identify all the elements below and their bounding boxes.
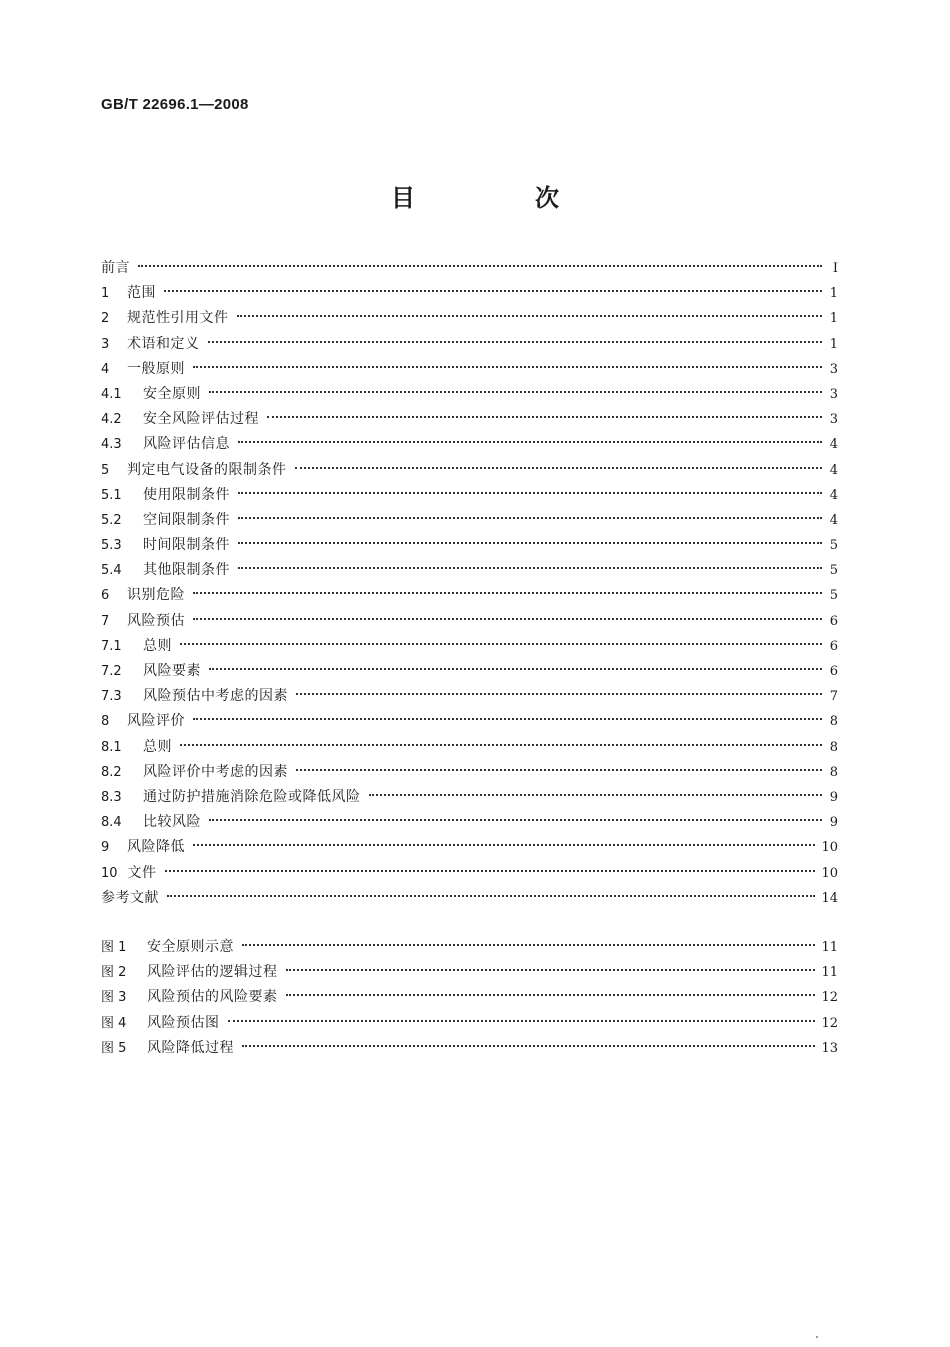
- figure-entry-page: 11: [821, 965, 838, 981]
- toc-entry[interactable]: [101, 558, 838, 583]
- toc-entry[interactable]: [101, 357, 838, 382]
- figure-entry-page: 12: [821, 1015, 838, 1031]
- toc-entry[interactable]: [101, 760, 838, 785]
- toc-entry-title: 规范性引用文件: [127, 310, 229, 327]
- dot-leader: [237, 315, 823, 317]
- toc-entry[interactable]: [101, 861, 838, 886]
- dot-leader: [193, 618, 822, 620]
- toc-entry-number: 2: [101, 311, 110, 327]
- toc-entry-number: 9: [101, 840, 110, 856]
- toc-entry-page: 6: [829, 638, 838, 654]
- toc-entry-page: 4: [829, 512, 838, 528]
- toc-entry-number: 7: [101, 613, 110, 629]
- toc-entry-page: 6: [829, 664, 838, 679]
- dot-leader: [238, 441, 822, 443]
- dot-leader: [164, 290, 822, 292]
- dot-leader: [267, 416, 822, 418]
- figure-entry-number: 图 3: [101, 990, 127, 1006]
- toc-entry-title: 风险降低: [127, 839, 185, 856]
- toc-entry-page: 4: [829, 462, 838, 478]
- toc-entry-number: 10: [101, 865, 118, 881]
- toc-entry-title: 其他限制条件: [143, 562, 230, 579]
- toc-entry-number: 4.1: [101, 386, 122, 402]
- figure-entry-number: 图 2: [101, 965, 127, 981]
- toc-entry-title: 参考文献: [101, 889, 159, 906]
- toc-entry-page: 1: [829, 286, 838, 302]
- dot-leader: [180, 643, 822, 645]
- toc-entry-number: 3: [101, 336, 110, 352]
- figure-entry[interactable]: [101, 960, 838, 985]
- toc-entry-number: 8.2: [101, 764, 122, 780]
- toc-entry-title: 文件: [127, 864, 157, 881]
- figure-entry[interactable]: [101, 985, 838, 1010]
- toc-entry[interactable]: [101, 407, 838, 432]
- toc-entry-page: 5: [829, 538, 838, 554]
- toc-entry[interactable]: [101, 483, 838, 508]
- figure-entry-page: 12: [821, 990, 838, 1006]
- toc-entry-number: 5.1: [101, 487, 122, 503]
- dot-leader: [228, 1020, 816, 1022]
- toc-entry-number: 5.2: [101, 512, 122, 528]
- toc-entry-number: 4.3: [101, 437, 122, 453]
- dot-leader: [242, 944, 815, 946]
- toc-entry-title: 空间限制条件: [143, 511, 230, 528]
- figure-entry-title: 风险预估图: [147, 1014, 220, 1031]
- dot-leader: [296, 769, 822, 771]
- toc-entry[interactable]: [101, 306, 838, 331]
- toc-entry-title: 风险预估: [127, 612, 185, 629]
- dot-leader: [238, 492, 822, 494]
- toc-entry[interactable]: [101, 382, 838, 407]
- dot-leader: [208, 341, 823, 343]
- toc-entry-number: 8.3: [101, 789, 122, 805]
- toc-entry[interactable]: [101, 508, 838, 533]
- toc-entry[interactable]: [101, 583, 838, 608]
- toc-entry-page: 5: [829, 563, 838, 579]
- figure-entry[interactable]: [101, 1036, 838, 1061]
- toc-entry[interactable]: [101, 835, 838, 860]
- toc-entry-title: 判定电气设备的限制条件: [127, 461, 287, 478]
- figure-entry-page: 11: [821, 940, 838, 955]
- toc-entry-number: 8.4: [101, 815, 122, 831]
- toc-entry[interactable]: [101, 810, 838, 835]
- toc-entry-page: 9: [829, 789, 838, 805]
- toc-entry[interactable]: [101, 709, 838, 734]
- toc-entry-title: 前言: [101, 260, 130, 276]
- toc-entry-page: 9: [829, 815, 838, 831]
- dot-leader: [238, 542, 822, 544]
- toc-entry-number: 8.1: [101, 739, 122, 755]
- toc-entry-page: 4: [829, 437, 838, 453]
- toc-entry[interactable]: [101, 458, 838, 483]
- toc-entry-page: I: [832, 261, 838, 276]
- toc-entry-page: 1: [829, 311, 838, 327]
- toc-entry-title: 风险要素: [143, 663, 201, 679]
- figure-entry-number: 图 4: [101, 1015, 127, 1031]
- figure-entry[interactable]: [101, 935, 838, 960]
- dot-leader: [238, 517, 822, 519]
- toc-entry[interactable]: [101, 735, 838, 760]
- toc-entry[interactable]: [101, 609, 838, 634]
- standard-code: GB/T 22696.1—2008: [101, 96, 249, 113]
- table-of-contents: [101, 256, 838, 911]
- toc-entry-title: 风险评价中考虑的因素: [143, 763, 288, 780]
- toc-entry-page: 8: [829, 714, 838, 730]
- toc-entry-page: 5: [829, 588, 838, 604]
- toc-entry-title: 安全风险评估过程: [143, 411, 259, 428]
- toc-entry-number: 4.2: [101, 412, 122, 428]
- dot-leader: [209, 391, 822, 393]
- dot-leader: [209, 668, 822, 670]
- toc-entry-title: 安全原则: [143, 385, 201, 402]
- toc-entry-number: 5: [101, 462, 110, 478]
- toc-entry-number: 5.4: [101, 563, 122, 579]
- toc-entry-number: 7.1: [101, 638, 122, 654]
- toc-entry-page: 1: [829, 336, 838, 352]
- toc-entry-title: 使用限制条件: [143, 486, 230, 503]
- toc-entry-number: 8: [101, 714, 110, 730]
- dot-leader: [286, 969, 816, 971]
- list-of-figures: [101, 935, 838, 1061]
- dot-leader: [209, 819, 822, 821]
- figure-entry-title: 风险降低过程: [147, 1039, 234, 1056]
- toc-title: 目 次: [391, 184, 607, 212]
- figure-entry-title: 安全原则示意: [147, 939, 234, 955]
- toc-entry-number: 4: [101, 361, 110, 377]
- dot-leader: [193, 844, 815, 846]
- toc-entry-title: 识别危险: [127, 587, 185, 604]
- dot-leader: [138, 265, 822, 267]
- toc-entry-number: 5.3: [101, 538, 122, 554]
- toc-entry-title: 术语和定义: [127, 335, 200, 352]
- toc-entry[interactable]: [101, 332, 838, 357]
- toc-entry-page: 3: [829, 386, 838, 402]
- toc-entry[interactable]: [101, 256, 838, 281]
- toc-entry-page: 10: [821, 840, 838, 856]
- toc-entry[interactable]: [101, 432, 838, 457]
- toc-entry-page: 8: [829, 764, 838, 780]
- figure-entry-number: 图 5: [101, 1040, 127, 1056]
- toc-entry-number: 1: [101, 286, 110, 302]
- toc-entry-page: 10: [821, 865, 838, 881]
- dot-leader: [296, 693, 822, 695]
- toc-entry-page: 4: [829, 487, 838, 503]
- dot-leader: [295, 467, 823, 469]
- toc-entry-page: 3: [829, 361, 838, 377]
- dot-leader: [193, 592, 822, 594]
- toc-entry-title: 风险预估中考虑的因素: [143, 688, 288, 705]
- toc-entry[interactable]: [101, 785, 838, 810]
- toc-entry-title: 风险评价: [127, 713, 185, 730]
- toc-entry[interactable]: [101, 684, 838, 709]
- toc-entry-number: 6: [101, 588, 110, 604]
- toc-entry-title: 总则: [143, 738, 172, 755]
- toc-entry-number: 7.3: [101, 689, 122, 705]
- dot-leader: [180, 744, 822, 746]
- figure-entry-page: 13: [821, 1040, 838, 1056]
- toc-entry-page: 7: [829, 689, 838, 705]
- toc-entry-title: 一般原则: [127, 360, 185, 377]
- figure-entry-number: 图 1: [101, 940, 127, 955]
- toc-entry[interactable]: [101, 659, 838, 684]
- toc-entry-title: 比较风险: [143, 814, 201, 831]
- toc-entry-title: 总则: [143, 637, 172, 654]
- figure-entry-title: 风险评估的逻辑过程: [147, 964, 278, 981]
- toc-entry-page: 6: [829, 613, 838, 629]
- toc-entry-title: 时间限制条件: [143, 537, 230, 554]
- dot-leader: [165, 870, 816, 872]
- toc-entry-number: 7.2: [101, 664, 122, 679]
- toc-entry-title: 风险评估信息: [143, 436, 230, 453]
- dot-leader: [242, 1045, 815, 1047]
- toc-entry-page: 3: [829, 412, 838, 428]
- toc-entry[interactable]: [101, 886, 838, 911]
- toc-entry-title: 通过防护措施消除危险或降低风险: [143, 788, 361, 805]
- dot-leader: [286, 994, 816, 996]
- dot-leader: [369, 794, 823, 796]
- figure-entry[interactable]: [101, 1011, 838, 1036]
- toc-entry-page: 8: [829, 739, 838, 755]
- dot-leader: [167, 895, 815, 897]
- toc-entry[interactable]: [101, 634, 838, 659]
- toc-entry[interactable]: [101, 533, 838, 558]
- dot-leader: [193, 718, 822, 720]
- figure-entry-title: 风险预估的风险要素: [147, 989, 278, 1006]
- toc-entry-title: 范围: [127, 285, 156, 302]
- toc-entry-page: 14: [821, 890, 838, 906]
- dot-leader: [193, 366, 822, 368]
- toc-entry[interactable]: [101, 281, 838, 306]
- dot-leader: [238, 567, 822, 569]
- scan-speck: [816, 1336, 818, 1338]
